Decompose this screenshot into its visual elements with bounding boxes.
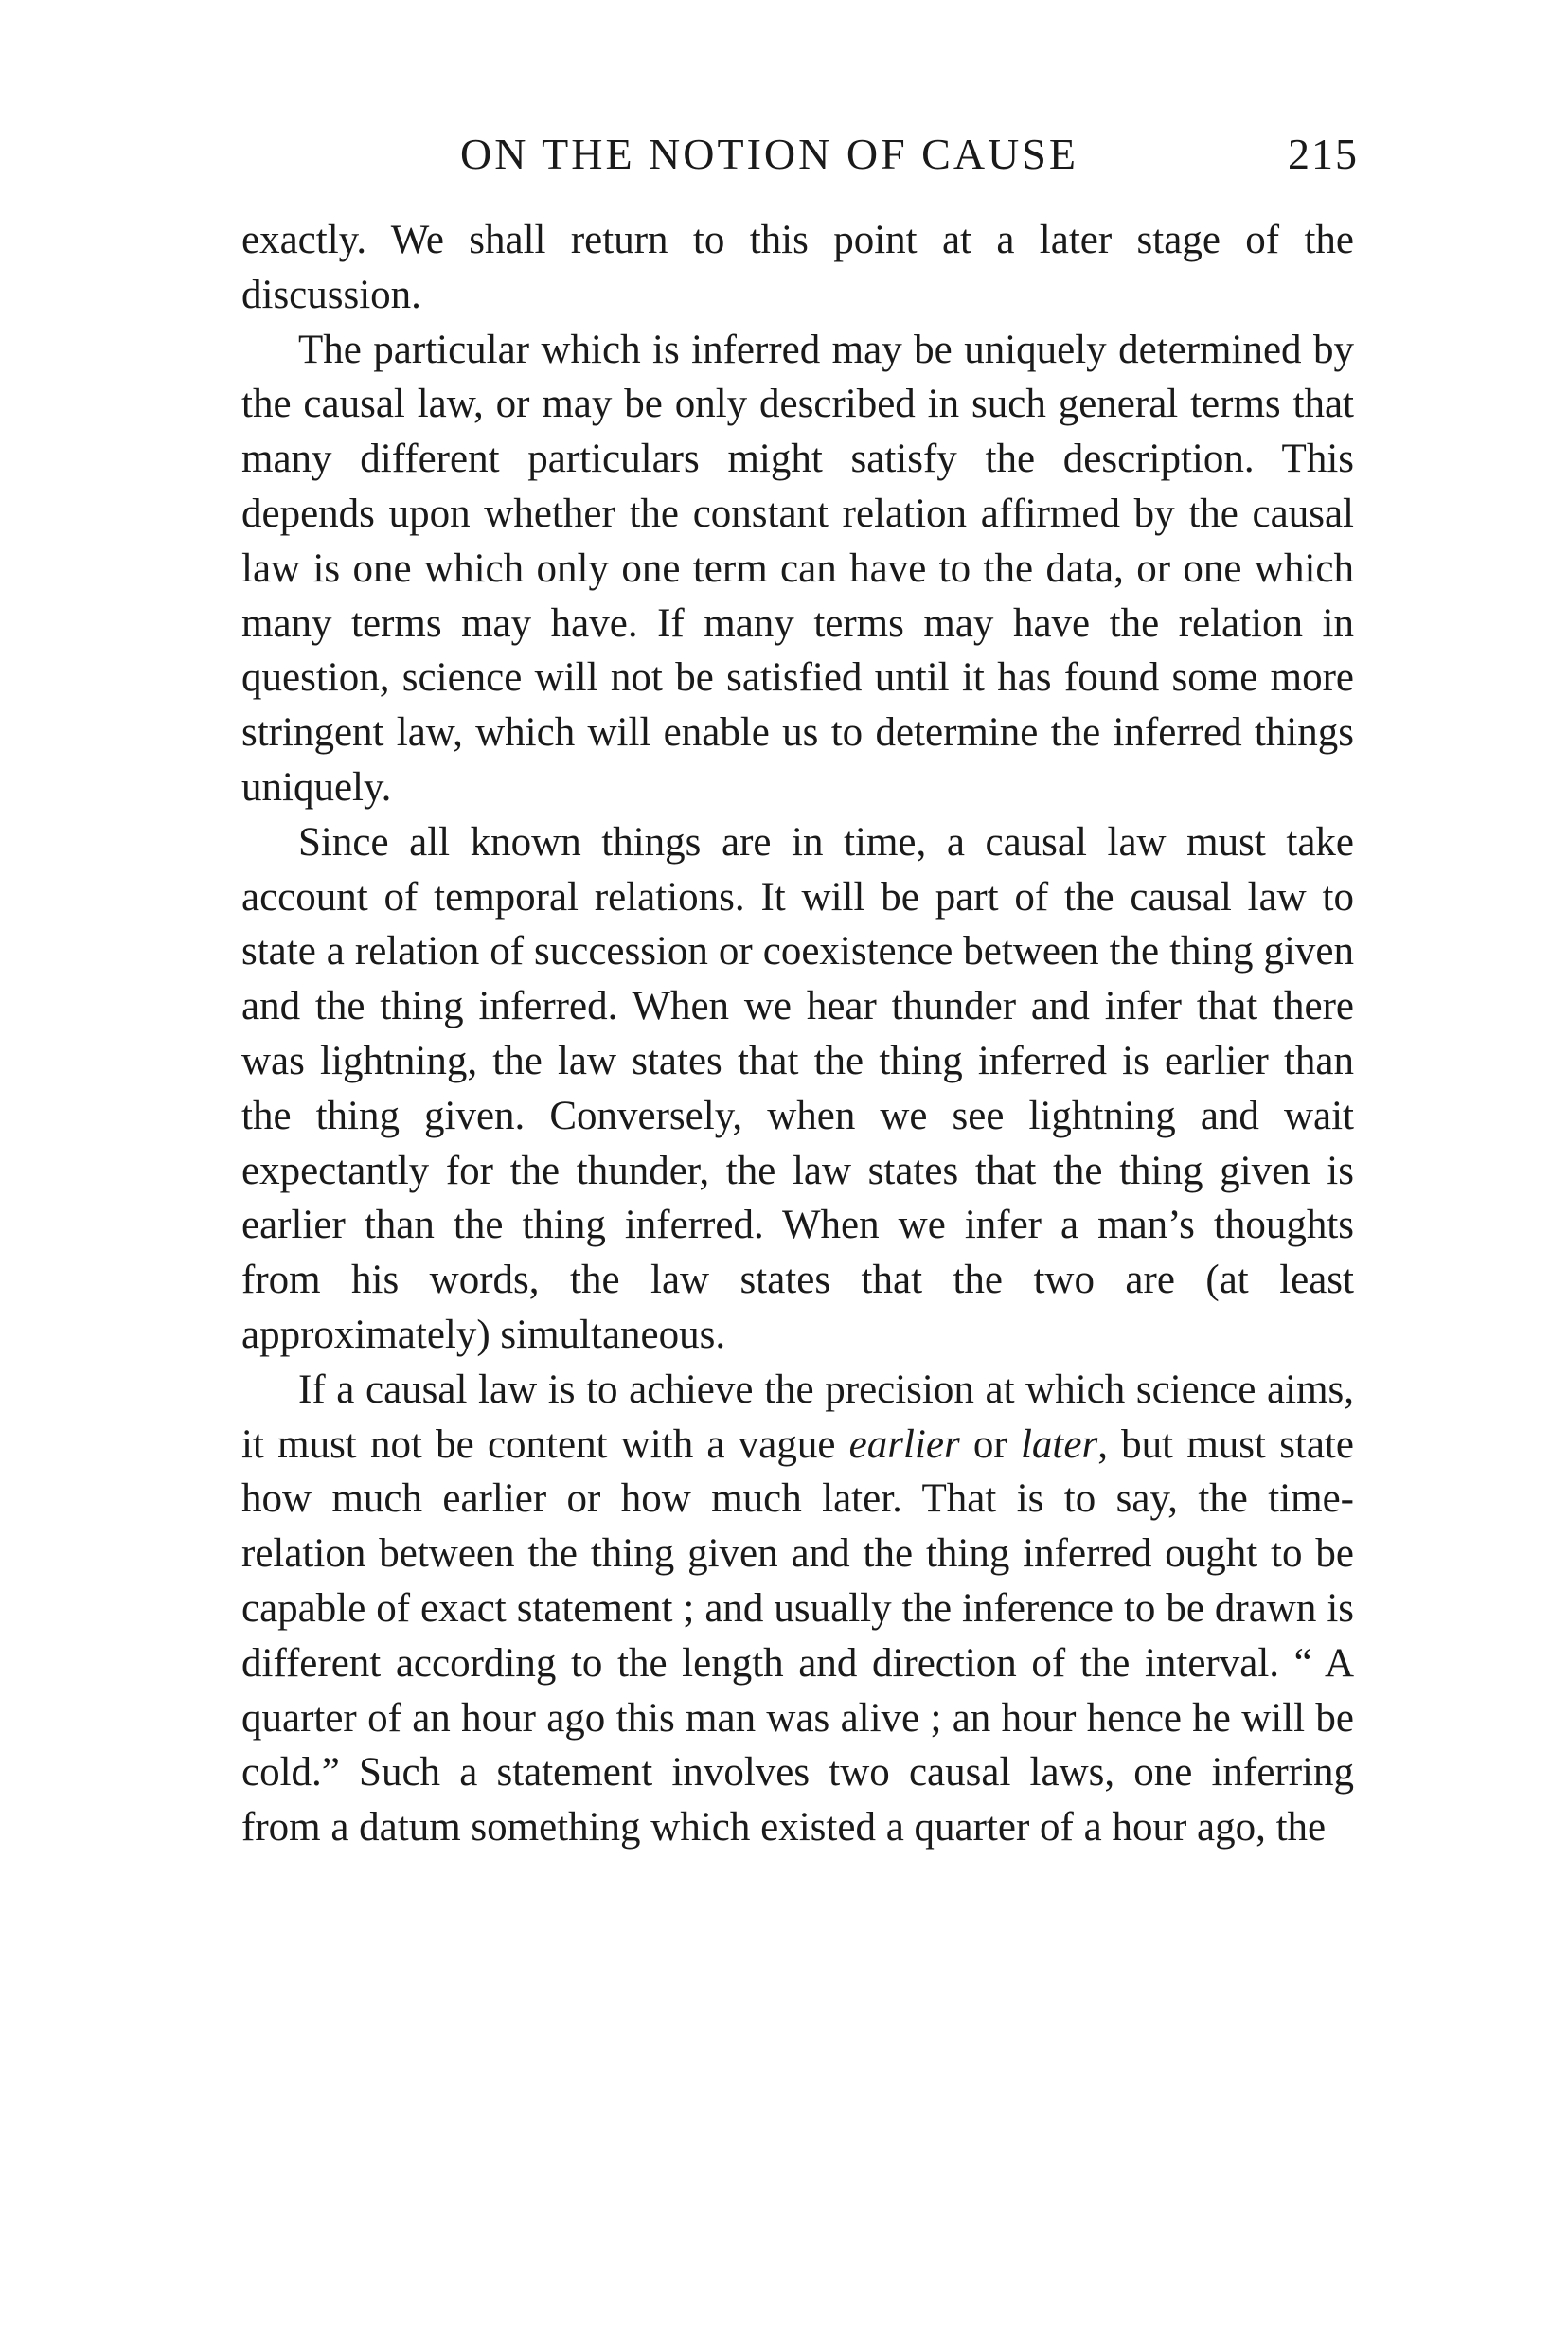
italic-term-earlier: earlier bbox=[848, 1421, 960, 1467]
italic-term-later: later bbox=[1020, 1421, 1098, 1467]
paragraph-particular-inferred: The particular which is inferred may be uniquely determined by the causal law, or may be only described in such general terms that many different particulars might satisfy the description. This depends upon whether the constant relation affirmed by the causal law is one which only one term can have to the data, or one which many terms may have. If many terms may have the relation in question, science will not be satisfied until it has found some more stringent law, which will enable us to determine the inferred things uniquely. bbox=[241, 327, 1354, 810]
running-head: ON THE NOTION OF CAUSE bbox=[460, 130, 1078, 178]
paragraph-text-segment: If a causal law is to achieve the precision at which science aims, it must not be content with a vague bbox=[241, 1367, 1354, 1467]
body-text bbox=[241, 213, 1354, 1855]
page-number: 215 bbox=[1288, 130, 1359, 178]
paragraph-precision bbox=[241, 1363, 1354, 1855]
paragraph-text-segment: or bbox=[959, 1421, 1021, 1467]
paragraph-continuation: exactly. We shall return to this point at a later stage of the discussion. bbox=[241, 218, 1354, 317]
page-header bbox=[237, 121, 1359, 188]
paragraph-temporal-relations: Since all known things are in time, a causal law must take account of temporal relations. It will be part of the causal law to state a relation of succession or coexistence between the thing given and the thing inferred. When we hear thunder and infer that there was lightning, the law states that the thing inferred is earlier than the thing given. Conversely, when we see lightning and wait expectantly for the thunder, the law states that the thing given is earlier than the thing inferred. When we infer a man’s thoughts from his words, the law states that the two are (at least approximately) simultaneous. bbox=[241, 819, 1354, 1357]
paragraph-text-segment: , but must state how much earlier or how much later. That is to say, the time-relation between the thing given and the thing inferred ought to be capable of exact statement ; and usually the inference to be drawn is different according to the length and direction of the interval. “ A quarter of an hour ago this man was alive ; an hour hence he will be cold.” Such a statement involves two causal laws, one inferring from a datum something which existed a quarter of a hour ago, the bbox=[241, 1421, 1354, 1850]
